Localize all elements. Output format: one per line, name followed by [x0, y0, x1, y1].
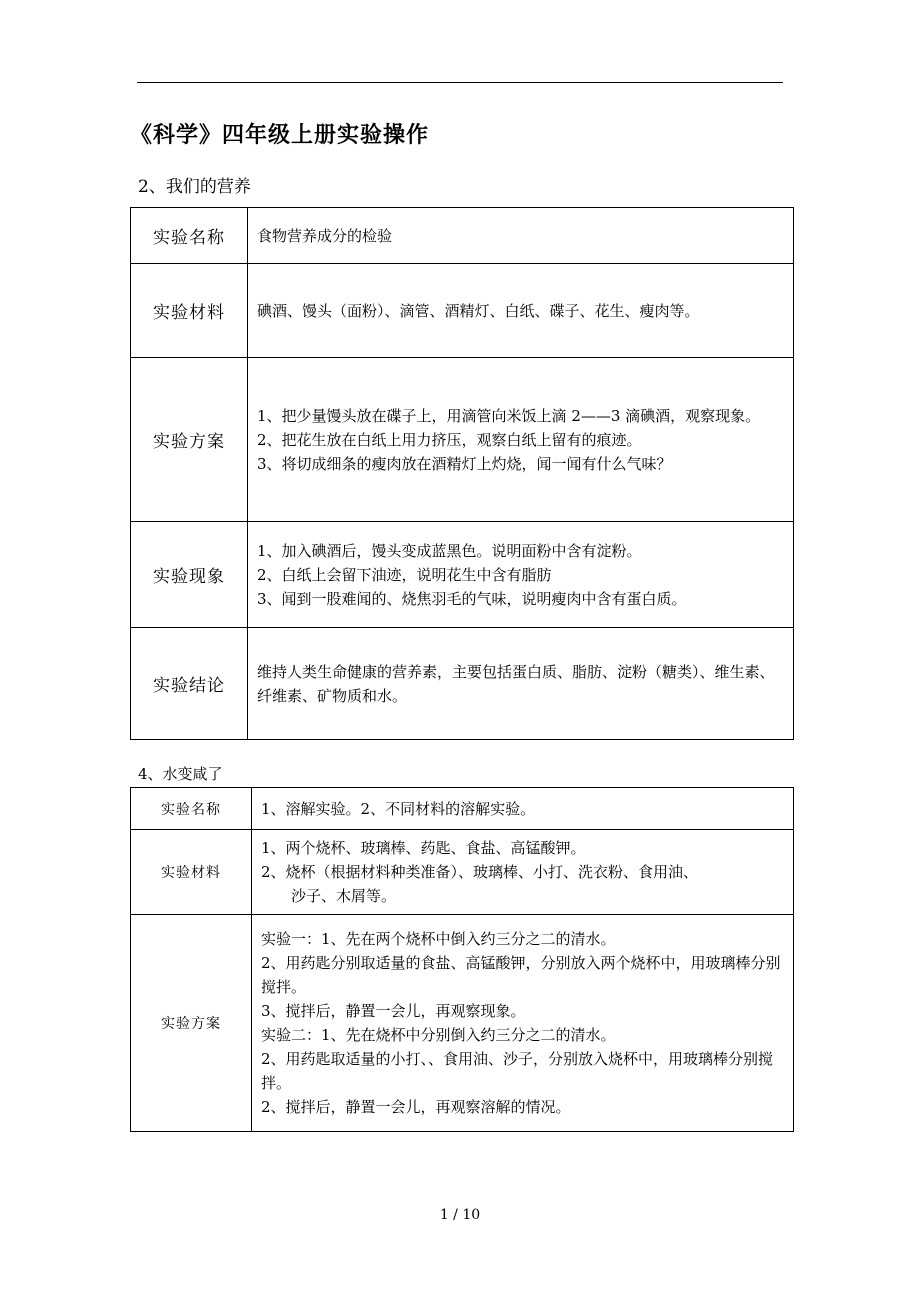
row-content — [248, 264, 794, 358]
row-label: 实验现象 — [131, 522, 248, 628]
content-line: 2、把花生放在白纸上用力挤压，观察白纸上留有的痕迹。 — [257, 430, 642, 449]
row-content — [248, 522, 794, 628]
section-heading-nutrition: 2、我们的营养 — [138, 177, 251, 197]
nutrition-experiment-table — [130, 207, 794, 740]
content-line: 3、将切成细条的瘦肉放在酒精灯上灼烧，闻一闻有什么气味？ — [257, 454, 672, 473]
content-line: 实验一：1、先在两个烧杯中倒入约三分之二的清水。 — [261, 930, 616, 948]
table-row — [131, 358, 794, 522]
table-row — [131, 208, 794, 264]
content-line: 1、把少量馒头放在碟子上，用滴管向米饭上滴 2——3 滴碘酒，观察现象。 — [257, 406, 761, 425]
content-line: 1、加入碘酒后，馒头变成蓝黑色。说明面粉中含有淀粉。 — [257, 541, 642, 560]
dissolving-experiment-table — [130, 787, 794, 1132]
table-row — [131, 522, 794, 628]
content-line: 1、溶解实验。2、不同材料的溶解实验。 — [261, 799, 536, 818]
section-heading-salt-water: 4、水变咸了 — [138, 765, 223, 783]
content-line: 2、用药匙分别取适量的食盐、高锰酸钾，分别放入两个烧杯中，用玻璃棒分别搅拌。 — [261, 954, 781, 996]
row-content — [252, 830, 794, 915]
row-label: 实验材料 — [131, 264, 248, 358]
row-label: 实验材料 — [131, 830, 252, 915]
row-label: 实验方案 — [131, 915, 252, 1132]
content-line: 2、烧杯（根据材料种类准备）、玻璃棒、小打、洗衣粉、食用油、 — [261, 863, 699, 881]
table-row — [131, 788, 794, 830]
row-label: 实验名称 — [131, 788, 252, 830]
content-line: 1、两个烧杯、玻璃棒、药匙、食盐、高锰酸钾。 — [261, 839, 586, 857]
row-content — [252, 788, 794, 830]
row-content — [248, 628, 794, 740]
content-line: 2、搅拌后，静置一会儿，再观察溶解的情况。 — [261, 1098, 571, 1116]
table-row — [131, 915, 794, 1132]
content-line: 2、白纸上会留下油迹，说明花生中含有脂肪 — [257, 565, 552, 584]
content-line: 维持人类生命健康的营养素，主要包括蛋白质、脂肪、淀粉（糖类）、维生素、纤维素、矿物质和水。 — [257, 662, 775, 705]
row-content — [248, 358, 794, 522]
content-line: 2、用药匙取适量的小打、、食用油、沙子，分别放入烧杯中，用玻璃棒分别搅拌。 — [261, 1050, 774, 1092]
row-label: 实验方案 — [131, 358, 248, 522]
content-line: 食物营养成分的检验 — [257, 226, 393, 245]
page-number: 1 / 10 — [439, 1207, 481, 1223]
table-row — [131, 264, 794, 358]
content-line: 碘酒、馒头（面粉）、滴管、酒精灯、白纸、碟子、花生、瘦肉等。 — [257, 301, 700, 320]
content-line: 3、闻到一股难闻的、烧焦羽毛的气味，说明瘦肉中含有蛋白质。 — [257, 589, 687, 608]
table-row — [131, 830, 794, 915]
table-row — [131, 628, 794, 740]
row-content — [248, 208, 794, 264]
document-title: 《科学》四年级上册实验操作 — [130, 123, 430, 148]
header-rule — [137, 82, 783, 83]
row-label: 实验名称 — [131, 208, 248, 264]
row-content — [252, 915, 794, 1132]
content-line: 3、搅拌后，静置一会儿，再观察现象。 — [261, 1002, 526, 1020]
content-line: 实验二：1、先在烧杯中分别倒入约三分之二的清水。 — [261, 1026, 616, 1044]
row-label: 实验结论 — [131, 628, 248, 740]
content-line: 沙子、木屑等。 — [291, 887, 397, 905]
